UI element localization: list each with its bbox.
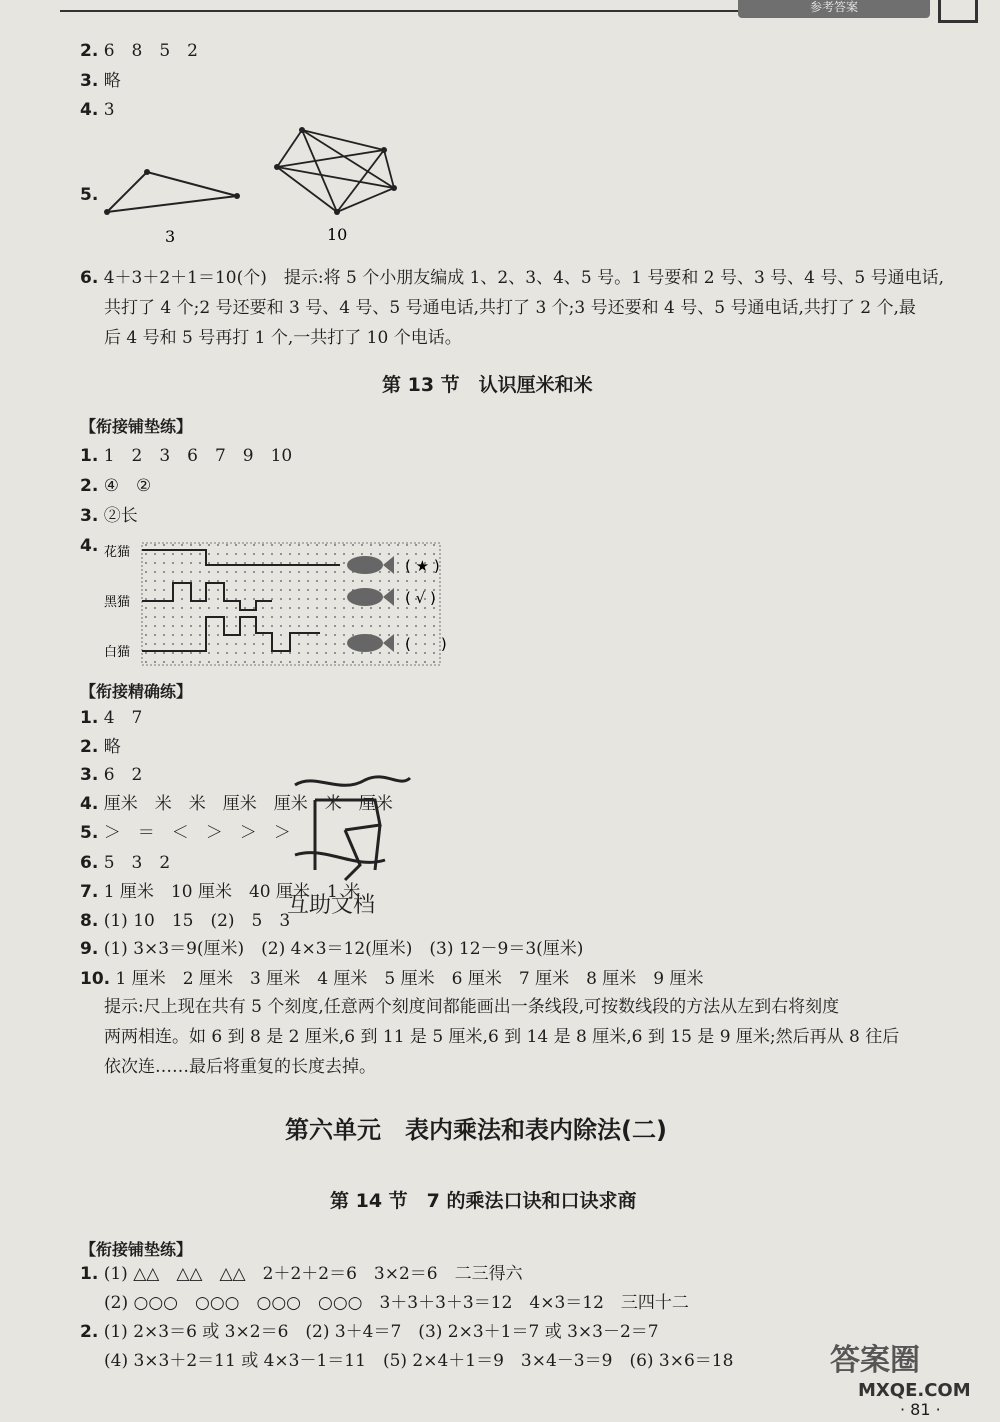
answer-text: (1) 2×3＝6 或 3×2＝6 (2) 3＋4＝7 (3) 2×3＋1＝7 或 3×3－2＝7 [103,1322,659,1342]
part-heading: 【衔接铺垫练】 [80,1240,193,1259]
answer-1: ( ★ ) [405,557,440,575]
answer-line [80,1263,523,1285]
item-number: 5. [80,185,99,205]
answer-line-6-cont: 共打了 4 个;2 号还要和 3 号、4 号、5 号通电话,共打了 3 个;3 号还要和 4 号、5 号通电话,共打了 2 个,最 [104,298,916,318]
page-number: · 81 · [900,1400,941,1419]
answer-3: ( ) [405,635,447,653]
answer-line-6 [80,267,944,289]
answer-text: 略 [103,71,121,91]
pentagon-figure [274,127,397,215]
answer-line [80,445,292,467]
hint-line: 提示:尺上现在共有 5 个刻度,任意两个刻度间都能画出一条线段,可按数线段的方法从左到右将刻度 [104,997,840,1017]
answer-line [80,736,121,758]
answer-line-cont: (2) ○○○ ○○○ ○○○ ○○○ 3＋3＋3＋3＝12 4×3＝12 三四十二 [104,1293,689,1313]
answer-line [80,822,291,844]
answer-text: (1) 3×3＝9(厘米) (2) 4×3＝12(厘米) (3) 12－9＝3(厘米) [103,939,584,959]
item-number: 5. [80,823,99,843]
part-heading: 【衔接铺垫练】 [80,417,193,436]
answer-line [80,852,170,874]
answer-text: ＞ ＝ ＜ ＞ ＞ ＞ [103,823,291,843]
item-number: 4. [80,536,99,556]
item-number: 2. [80,737,99,757]
item-number: 2. [80,476,99,496]
item-number: 3. [80,765,99,785]
item-number: 10. [80,969,111,989]
item-number: 4. [80,100,99,120]
cat-path-grid-figure [100,535,480,670]
header-rule [60,10,740,12]
answer-text: ②长 [103,506,138,526]
row-label-2: 黑猫 [104,595,131,610]
answer-text: 1 厘米 2 厘米 3 厘米 4 厘米 5 厘米 6 厘米 7 厘米 8 厘米 9 厘米 [115,969,704,989]
answer-line [80,505,138,527]
answer-line [80,968,704,990]
item-number: 6. [80,853,99,873]
handwritten-stamp [285,770,435,920]
answer-text: 1 厘米 10 厘米 40 厘米 1 米 [103,882,361,902]
item-number: 1. [80,1264,99,1284]
answer-line-4-figure [80,535,98,557]
answer-text: 略 [103,737,121,757]
answer-text: 厘米 米 米 厘米 厘米 米 厘米 [103,794,393,814]
hint-line: 两两相连。如 6 到 8 是 2 厘米,6 到 11 是 5 厘米,6 到 14 是 8 厘米,6 到 15 是 9 厘米;然后再从 8 往后 [104,1027,900,1047]
item-number: 7. [80,882,99,902]
stamp-text: 互助文档 [287,893,376,918]
hint-line: 依次连……最后将重复的长度去掉。 [104,1057,376,1077]
item-number: 3. [80,506,99,526]
item-number: 4. [80,794,99,814]
answer-text: ④ ② [103,476,152,496]
item-number: 1. [80,708,99,728]
item-number: 6. [80,268,99,288]
answer-line [80,938,583,960]
answer-text: (1) 10 15 (2) 5 3 [103,911,291,931]
answer-text: 1 2 3 6 7 9 10 [103,446,293,466]
watermark-site: MXQE.COM [858,1380,971,1401]
answer-line-6-cont: 后 4 号和 5 号再打 1 个,一共打了 10 个电话。 [104,328,462,348]
section-title-14: 第 14 节 7 的乘法口诀和口诀求商 [330,1190,637,1212]
line-segment-figures [95,120,415,250]
fig-b-label: 10 [327,225,348,244]
answer-line [80,707,142,729]
answer-line-2 [80,40,198,62]
answer-line-3 [80,70,121,92]
item-number: 9. [80,939,99,959]
answer-line [80,910,290,932]
answer-line-4 [80,99,115,121]
answer-text: (1) △△ △△ △△ 2＋2＋2＝6 3×2＝6 二三得六 [103,1264,523,1284]
answer-line-cont: (4) 3×3＋2＝11 或 4×3－1＝11 (5) 2×4＋1＝9 3×4－3＝9 (6) 3×6＝18 [104,1351,734,1371]
row-label-3: 白猫 [104,645,131,660]
part-heading: 【衔接精确练】 [80,682,193,701]
fig-a-label: 3 [165,227,176,246]
answer-line [80,475,151,497]
unit-title: 第六单元 表内乘法和表内除法(二) [285,1116,667,1144]
answer-text: 6 8 5 2 [103,41,198,61]
item-number: 2. [80,1322,99,1342]
answer-text: 4＋3＋2＋1＝10(个) 提示:将 5 个小朋友编成 1、2、3、4、5 号。1 号要和 2 号、3 号、4 号、5 号通电话, [103,268,945,288]
item-number: 1. [80,446,99,466]
row-label-1: 花猫 [104,545,131,560]
item-number: 8. [80,911,99,931]
corner-mark [938,0,978,23]
watermark-logo: 答案圈 [830,1343,920,1378]
answer-line [80,764,142,786]
header-tab: 参考答案 [738,0,930,18]
item-number: 2. [80,41,99,61]
answer-2: ( √ ) [405,589,436,607]
answer-text: 6 2 [103,765,143,785]
answer-line [80,1321,659,1343]
section-title-13: 第 13 节 认识厘米和米 [382,374,593,396]
triangle-figure [104,169,240,215]
answer-text: 3 [103,100,115,120]
item-number: 3. [80,71,99,91]
answer-text: 5 3 2 [103,853,171,873]
answer-text: 4 7 [103,708,143,728]
